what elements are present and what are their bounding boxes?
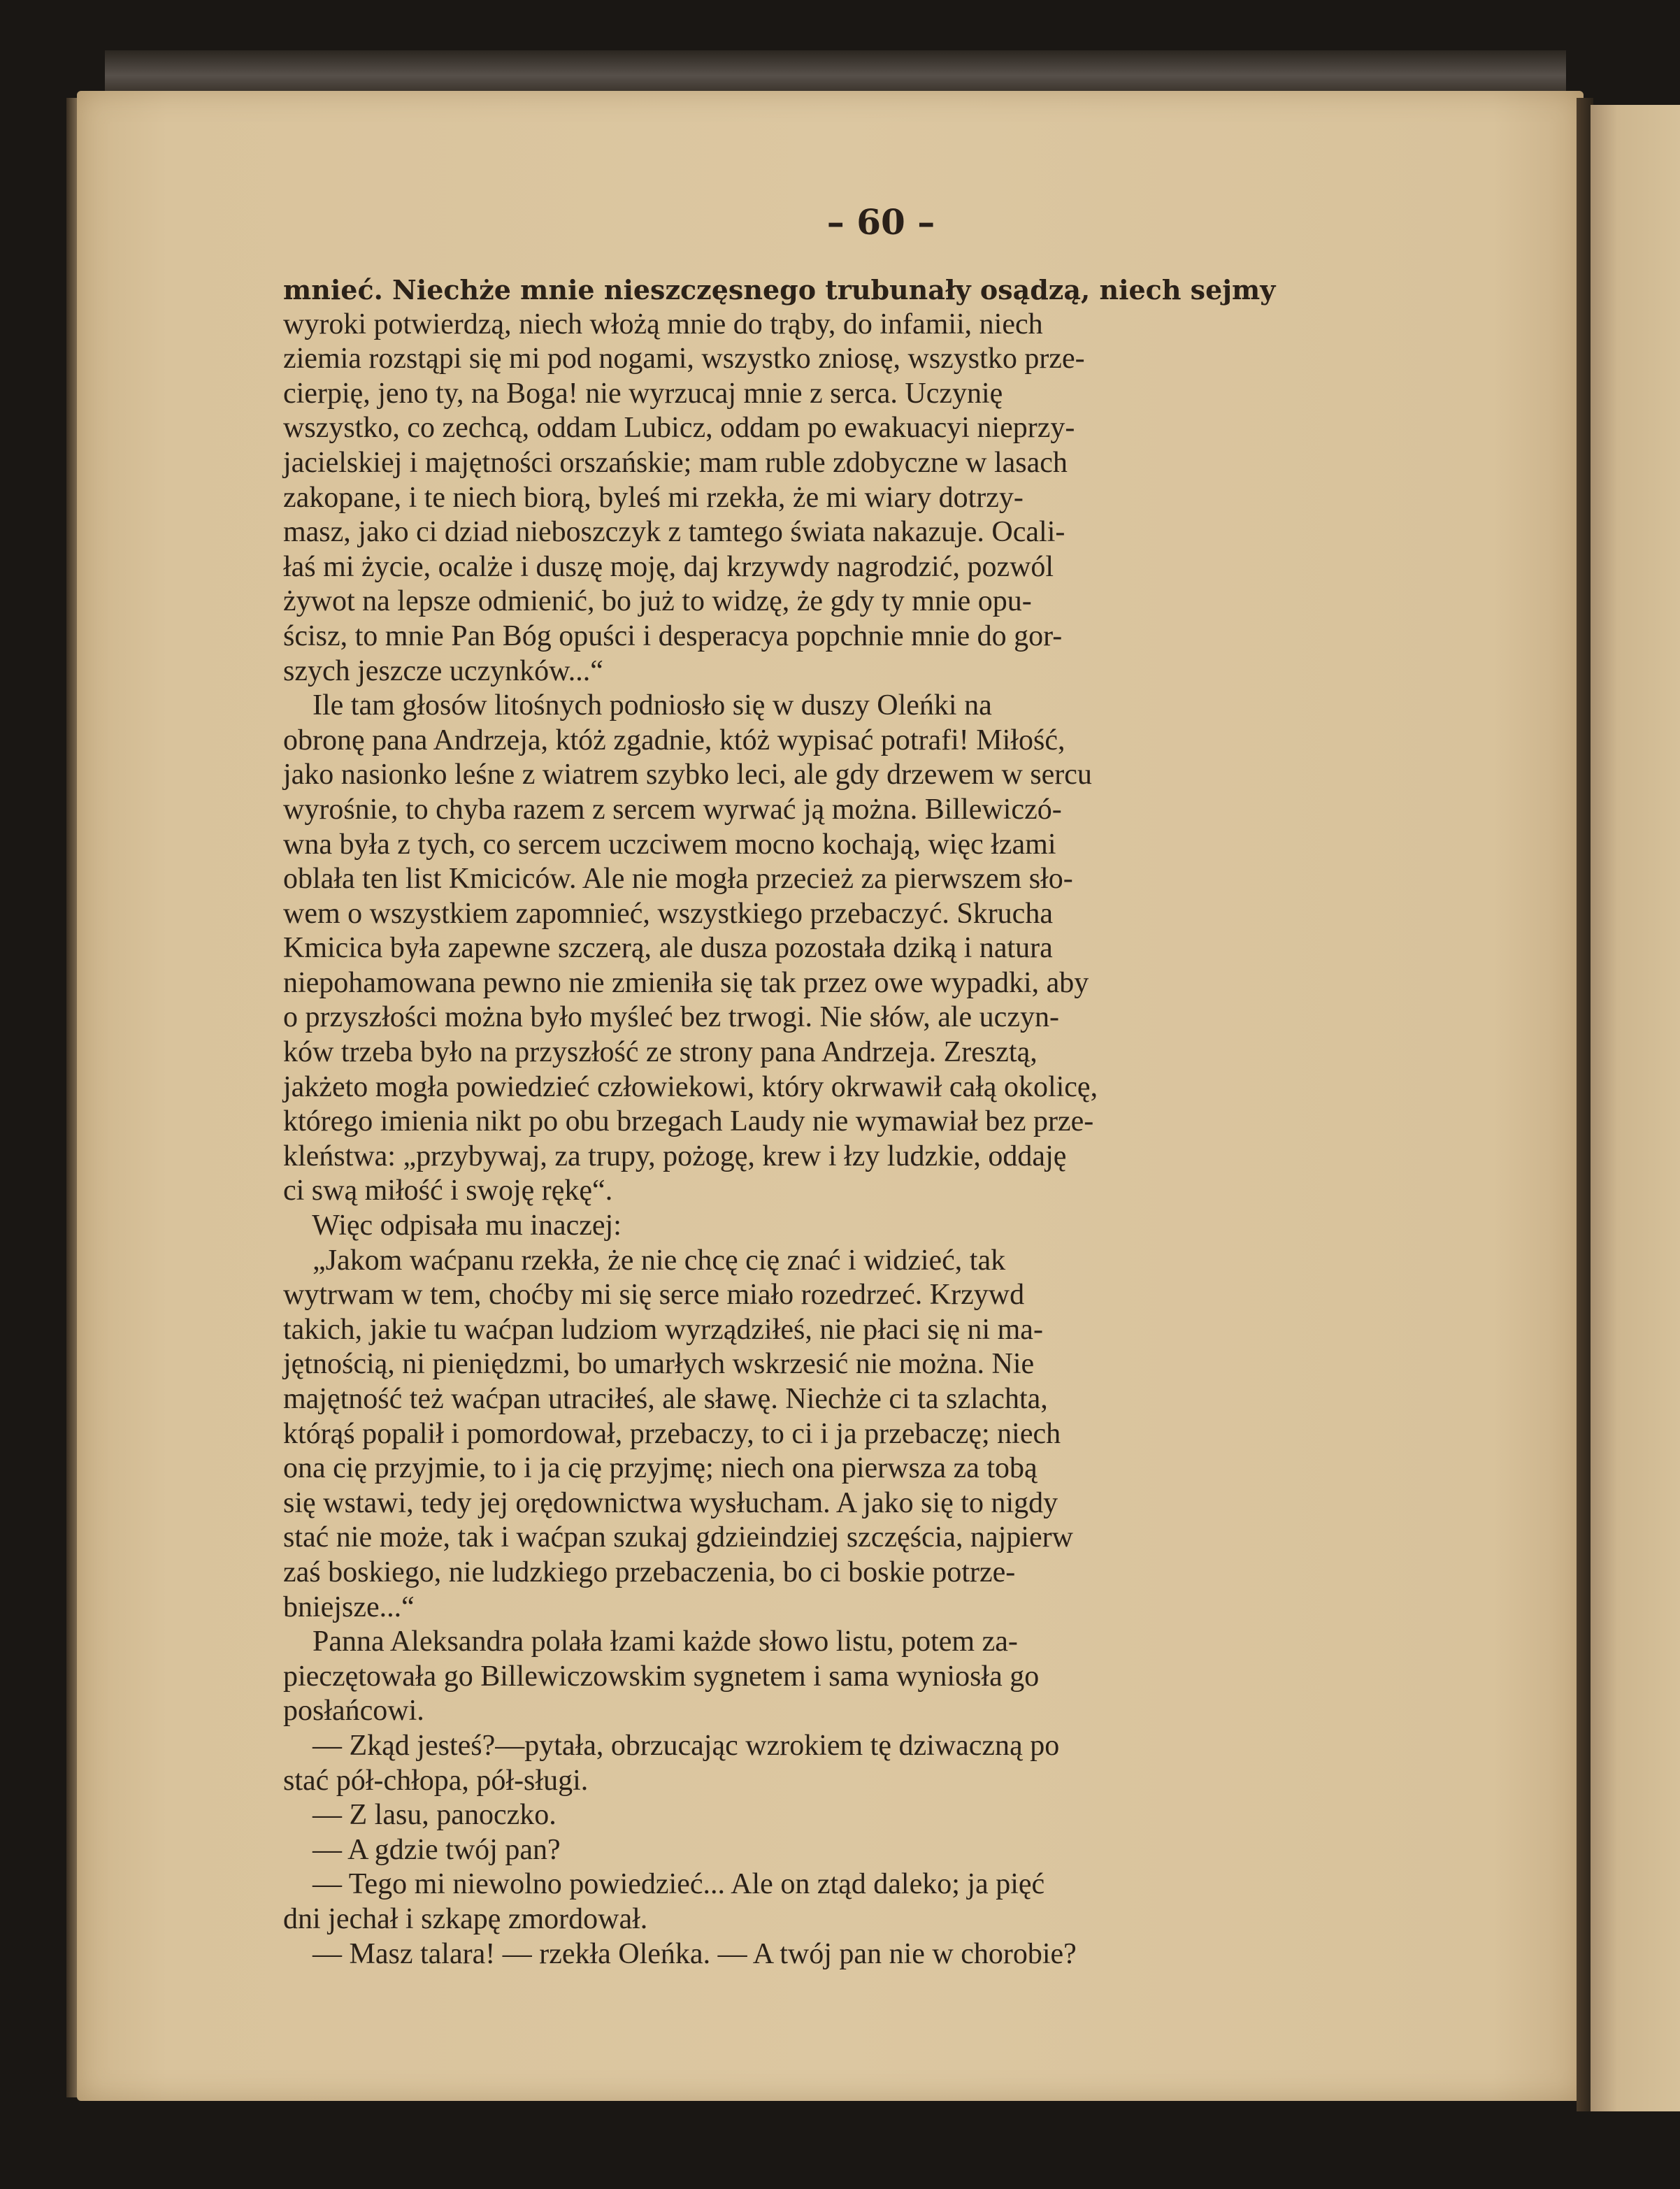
page-number: – 60 – bbox=[826, 201, 935, 243]
text-line: ona cię przyjmie, to i ja cię przyjmę; niech ona pierwsza za tobą bbox=[283, 1452, 1038, 1485]
text-line bbox=[283, 2007, 1465, 2041]
text-line: stać nie może, tak i waćpan szukaj gdzieindziej szczęścia, najpierw bbox=[283, 1521, 1073, 1554]
text-line: się wstawi, tedy jej orędownictwa wysłucham. A jako się to nigdy bbox=[283, 1486, 1058, 1519]
text-line: ków trzeba było na przyszłość ze strony pana Andrzeja. Zresztą, bbox=[283, 1036, 1038, 1069]
text-line: takich, jakie tu waćpan ludziom wyrządziłeś, nie płaci się ni ma- bbox=[283, 1313, 1043, 1346]
text-line: jacielskiej i majętności orszańskie; mam ruble zdobyczne w lasach bbox=[283, 446, 1068, 479]
text-line: obronę pana Andrzeja, któż zgadnie, któż wypisać potrafi! Miłość, bbox=[283, 724, 1065, 756]
text-line: którego imienia nikt po obu brzegach Laudy nie wymawiał bez prze- bbox=[283, 1105, 1094, 1138]
text-line: — Zkąd jesteś?—pytała, obrzucając wzrokiem tę dziwaczną po bbox=[283, 1729, 1060, 1762]
text-line: oblała ten list Kmiciców. Ale nie mogła przecież za pierwszem sło- bbox=[283, 863, 1073, 896]
text-line: wem o wszystkiem zapomnieć, wszystkiego przebaczyć. Skrucha bbox=[283, 897, 1053, 930]
text-line: Więc odpisała mu inaczej: bbox=[283, 1210, 622, 1242]
text-line: stać pół-chłopa, pół-sługi. bbox=[283, 1764, 589, 1797]
text-line: — A gdzie twój pan? bbox=[283, 1833, 561, 1866]
text-line: wna była z tych, co sercem uczciwem mocno kochają, więc łzami bbox=[283, 828, 1056, 861]
text-line: ścisz, to mnie Pan Bóg opuści i desperacya popchnie mnie do gor- bbox=[283, 619, 1063, 652]
text-line: jakżeto mogła powiedzieć człowiekowi, który okrwawił całą okolicę, bbox=[283, 1070, 1098, 1103]
text-line: majętność też waćpan utraciłeś, ale sławę. Niechże ci ta szlachta, bbox=[283, 1383, 1048, 1415]
text-line: wszystko, co zechcą, oddam Lubicz, oddam po ewakuacyi nieprzy- bbox=[283, 412, 1075, 445]
text-line: posłańcowi. bbox=[283, 1695, 424, 1728]
text-line: zakopane, i te niech biorą, byleś mi rzekła, że mi wiary dotrzy- bbox=[283, 481, 1024, 514]
text-line: — Z lasu, panoczko. bbox=[283, 1799, 557, 1832]
text-line: ci swą miłość i swoję rękę“. bbox=[283, 1175, 613, 1207]
text-line: wytrwam w tem, choćby mi się serce miało rozedrzeć. Krzywd bbox=[283, 1279, 1025, 1312]
text-line: pieczętowała go Billewiczowskim sygnetem i sama wyniosła go bbox=[283, 1660, 1040, 1693]
text-line: „Jakom waćpanu rzekła, że nie chcę cię znać i widzieć, tak bbox=[283, 1244, 1006, 1277]
text-line: jętnością, ni pieniędzmi, bo umarłych wskrzesić nie można. Nie bbox=[283, 1348, 1035, 1381]
text-line: Kmicica była zapewne szczerą, ale dusza pozostała dziką i natura bbox=[283, 932, 1053, 965]
adjacent-page-edge bbox=[1591, 105, 1680, 2111]
text-line bbox=[283, 1972, 1465, 2007]
text-line: kleństwa: „przybywaj, za trupy, pożogę, krew i łzy ludzkie, oddaję bbox=[283, 1140, 1067, 1172]
text-line: zaś boskiego, nie ludzkiego przebaczenia, bo ci boskie potrze- bbox=[283, 1556, 1016, 1588]
top-binding-strip bbox=[105, 50, 1566, 92]
text-line: wyrośnie, to chyba razem z sercem wyrwać ją można. Billewiczó- bbox=[283, 793, 1062, 826]
text-line: wyroki potwierdzą, niech włożą mnie do trąby, do infamii, niech bbox=[283, 308, 1043, 340]
text-line: łaś mi życie, ocalże i duszę moję, daj krzywdy nagrodzić, pozwól bbox=[283, 550, 1054, 583]
text-line: Panna Aleksandra polała łzami każde słowo listu, potem za- bbox=[283, 1625, 1018, 1658]
text-line: bniejsze...“ bbox=[283, 1591, 415, 1623]
text-line: jako nasionko leśne z wiatrem szybko leci, ale gdy drzewem w sercu bbox=[283, 759, 1092, 791]
text-line: ziemia rozstąpi się mi pod nogami, wszystko zniosę, wszystko prze- bbox=[283, 343, 1085, 375]
text-line: cierpię, jeno ty, na Boga! nie wyrzucaj mnie z serca. Uczynię bbox=[283, 377, 1003, 410]
text-line: — Tego mi niewolno powiedzieć... Ale on ztąd daleko; ja pięć bbox=[283, 1868, 1045, 1901]
text-line: o przyszłości można było myśleć bez trwogi. Nie słów, ale uczyn- bbox=[283, 1001, 1059, 1034]
text-line: szych jeszcze uczynków...“ bbox=[283, 654, 603, 687]
text-line: mnieć. Niechże mnie nieszczęsnego trubunały osądzą, niech sejmy bbox=[283, 274, 1276, 306]
text-line: żywot na lepsze odmienić, bo już to widzę, że gdy ty mnie opu- bbox=[283, 585, 1032, 618]
text-line: — Masz talara! — rzekła Oleńka. — A twój pan nie w chorobie? bbox=[283, 1937, 1077, 1970]
text-line: niepohamowana pewno nie zmieniła się tak przez owe wypadki, aby bbox=[283, 966, 1089, 999]
text-line: Ile tam głosów litośnych podniosło się w duszy Oleńki na bbox=[283, 689, 992, 722]
text-line: którąś popalił i pomordował, przebaczy, to ci i ja przebaczę; niech bbox=[283, 1417, 1061, 1450]
page-text bbox=[283, 273, 1465, 2041]
text-line: dni jechał i szkapę zmordował. bbox=[283, 1902, 648, 1935]
text-line: masz, jako ci dziad nieboszczyk z tamtego świata nakazuje. Ocali- bbox=[283, 516, 1065, 549]
